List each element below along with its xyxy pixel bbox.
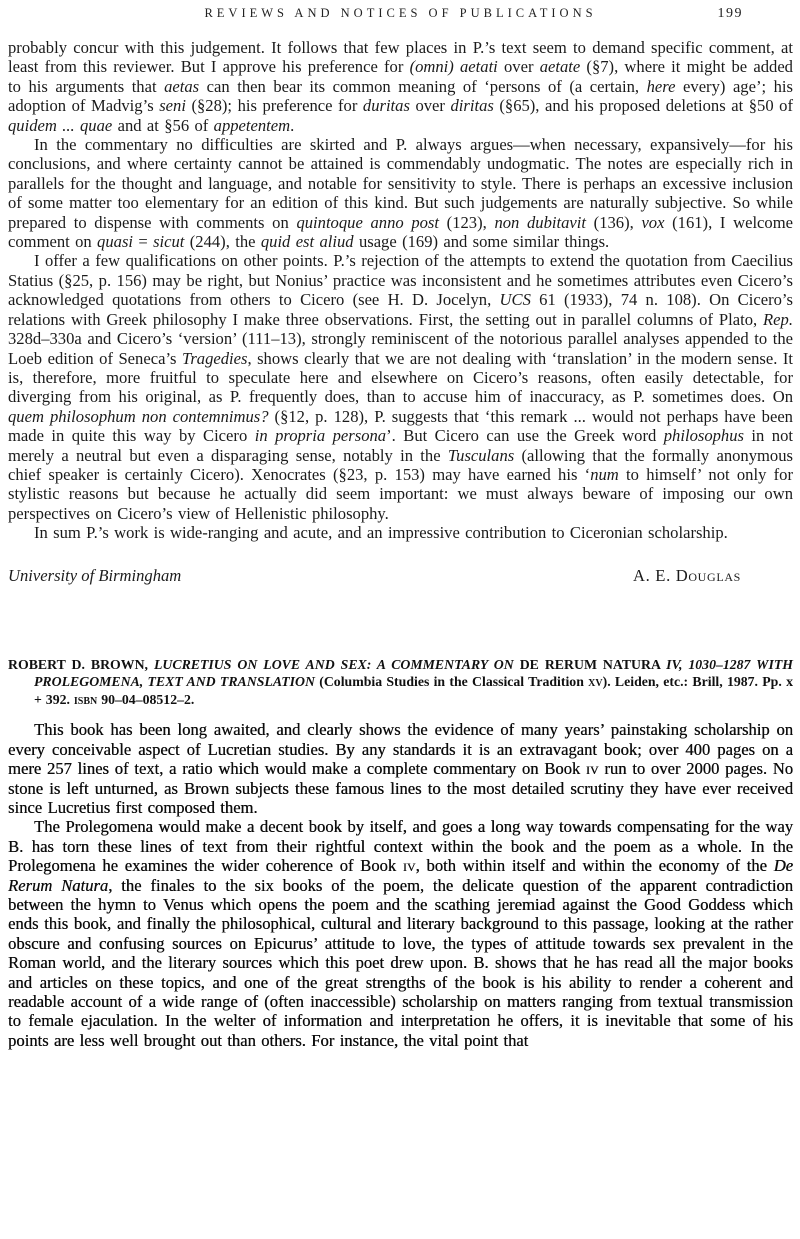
review-douglas [8, 38, 793, 586]
page-number: 199 [717, 6, 743, 21]
paragraph: This book has been long awaited, and clearly shows the evidence of many years’ painstaking scholarship on every conceivable aspect of Lucretian studies. By any standards it is an extravagant book; over 400 pages on a mere 257 lines of text, a ratio which would make a complete commentary on Book iv run to over 2000 pages. No stone is left unturned, as Brown subjects these famous lines to the most detailed scrutiny they have ever received since Lucretius first composed them. [8, 720, 794, 817]
paragraph: The Prolegomena would make a decent book by itself, and goes a long way towards compensating for the way B. has torn these lines of text from their rightful context within the book and the poem as a whole. In the Prolegomena he examines the wider coherence of Book iv, both within itself and within the economy of the De Rerum Natura, the finales to the six books of the poem, the delicate question of the apparent contradiction between the hymn to Venus which opens the poem and the scathing jeremiad against the Good Goddess which ends this book, and finally the philosophical, cultural and literary background to this passage, looking at the rather obscure and confusing sources on Epicurus’ attitude to love, the types of attitude towards sex prevalent in the Roman world, and the literary sources which this poet drew upon. B. shows that he has read all the major books and articles on these topics, and one of the great strengths of the book is his ability to render a coherent and readable account of a wide range of (often inaccessible) scholarship on matters ranging from textual transmission to female ejaculation. In the welter of information and interpretation he offers, it is inevitable that some of his points are less well brought out than others. For instance, the vital point that [8, 817, 794, 1050]
book-citation-heading: ROBERT D. BROWN, LUCRETIUS ON LOVE AND SEX: A COMMENTARY ON DE RERUM NATURA IV, 1030–1287 WITH PROLEGOMENA, TEXT AND TRANSLATION (Columbia Studies in the Classical Tradition xv). Leiden, etc.: Brill, 1987. Pp. x + 392. isbn 90–04–08512–2. [8, 656, 793, 707]
reviewer-affiliation: University of Birmingham [8, 565, 182, 585]
reviewer-name: A. E. Douglas [633, 565, 741, 585]
review-brown [8, 656, 793, 1051]
paragraph: I offer a few qualifications on other points. P.’s rejection of the attempts to extend the quotation from Caecilius Statius (§25, p. 156) may be right, but Nonius’ practice was inconsistent and he sometimes attributes even Cicero’s acknowledged quotations from others to Cicero (see H. D. Jocelyn, UCS 61 (1933), 74 n. 108). On Cicero’s relations with Greek philosophy I make three observations. First, the setting out in parallel columns of Plato, Rep. 328d–330a and Cicero’s ‘version’ (111–13), strongly reminiscent of the notorious parallel analyses appended to the Loeb edition of Seneca’s Tragedies, shows clearly that we are not dealing with ‘translation’ in the modern sense. It is, therefore, more fruitful to speculate here and elsewhere on Cicero’s reasons, often easily detectable, for diverging from his original, as P. frequently does, than to accuse him of inaccuracy, as P. sometimes does. On quem philosophum non contemnimus? (§12, p. 128), P. suggests that ‘this remark ... would not perhaps have been made in quite this way by Cicero in propria persona’. But Cicero can use the Greek word philosophus in not merely a neutral but even a disparaging sense, notably in the Tusculans (allowing that the formally anonymous chief speaker is certainly Cicero). Xenocrates (§23, p. 153) may have earned his ‘num to himself’ not only for stylistic reasons but because he actually did seem important: we must always beware of imposing our own perspectives on Cicero’s view of Hellenistic philosophy. [8, 251, 794, 523]
paragraph: In the commentary no difficulties are skirted and P. always argues—when necessary, expansively—for his conclusions, and where certainty cannot be attained is commendably undogmatic. The notes are especially rich in parallels for the thought and language, and notable for sensitivity to style. There is perhaps an excessive inclusion of some matter too elementary for an edition of this kind. But such judgements are naturally subjective. So while prepared to dispense with comments on quintoque anno post (123), non dubitavit (136), vox (161), I welcome comment on quasi = sicut (244), the quid est aliud usage (169) and some similar things. [8, 135, 793, 252]
paragraph: probably concur with this judgement. It follows that few places in P.’s text seem to demand specific comment, at least from this reviewer. But I approve his preference for (omni) aetati over aetate (§7), where it might be added to his arguments that aetas can then bear its common meaning of ‘persons of (a certain, here every) age’; his adoption of Madvig’s seni (§28); his preference for duritas over diritas (§65), and his proposed deletions at §50 of quidem ... quae and at §56 of appetentem. [8, 38, 794, 135]
signature-line [8, 566, 793, 586]
paragraph: In sum P.’s work is wide-ranging and acute, and an impressive contribution to Ciceronian scholarship. [34, 523, 728, 543]
page-header [8, 6, 793, 26]
running-head: REVIEWS AND NOTICES OF PUBLICATIONS [204, 6, 597, 20]
